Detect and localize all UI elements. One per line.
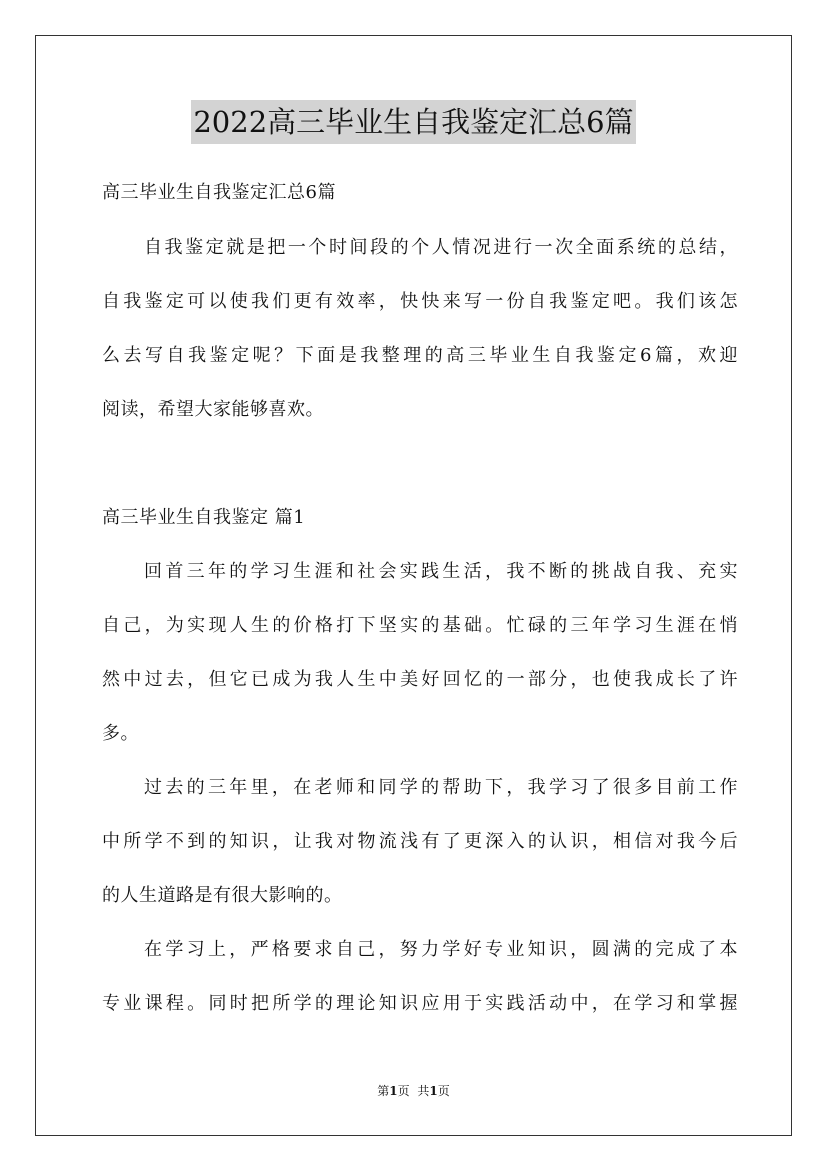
document-title: 2022高三毕业生自我鉴定汇总6篇 bbox=[191, 100, 635, 144]
para2-line-1: 过去的三年里，在老师和同学的帮助下，我学习了很多目前工作 bbox=[144, 777, 738, 798]
section-heading: 高三毕业生自我鉴定 篇1 bbox=[102, 507, 306, 528]
footer-total-prefix: 共 bbox=[417, 1084, 430, 1098]
intro-line-2: 自我鉴定可以使我们更有效率，快快来写一份自我鉴定吧。我们该怎 bbox=[102, 291, 738, 312]
intro-line-1: 自我鉴定就是把一个时间段的个人情况进行一次全面系统的总结， bbox=[144, 237, 738, 258]
footer-page-number: 1 bbox=[389, 1084, 398, 1098]
footer-total-pages: 1 bbox=[429, 1084, 438, 1098]
para3-line-2: 专业课程。同时把所学的理论知识应用于实践活动中，在学习和掌握 bbox=[102, 993, 738, 1014]
title-wrap bbox=[0, 100, 827, 144]
para1-line-2: 自己，为实现人生的价格打下坚实的基础。忙碌的三年学习生涯在悄 bbox=[102, 615, 738, 636]
footer-page-suffix: 页 bbox=[397, 1084, 410, 1098]
subtitle: 高三毕业生自我鉴定汇总6篇 bbox=[102, 182, 336, 203]
intro-line-4: 阅读，希望大家能够喜欢。 bbox=[102, 399, 324, 420]
page-footer bbox=[0, 1083, 827, 1099]
para1-line-1: 回首三年的学习生涯和社会实践生活，我不断的挑战自我、充实 bbox=[144, 561, 738, 582]
para2-line-3: 的人生道路是有很大影响的。 bbox=[102, 885, 343, 906]
para1-line-4: 多。 bbox=[102, 723, 139, 744]
footer-prefix: 第 bbox=[377, 1084, 390, 1098]
footer-total-suffix: 页 bbox=[437, 1084, 450, 1098]
intro-line-3: 么去写自我鉴定呢？下面是我整理的高三毕业生自我鉴定6篇，欢迎 bbox=[102, 345, 738, 366]
para3-line-1: 在学习上，严格要求自己，努力学好专业知识，圆满的完成了本 bbox=[144, 939, 738, 960]
para2-line-2: 中所学不到的知识，让我对物流浅有了更深入的认识，相信对我今后 bbox=[102, 831, 738, 852]
para1-line-3: 然中过去，但它已成为我人生中美好回忆的一部分，也使我成长了许 bbox=[102, 669, 738, 690]
